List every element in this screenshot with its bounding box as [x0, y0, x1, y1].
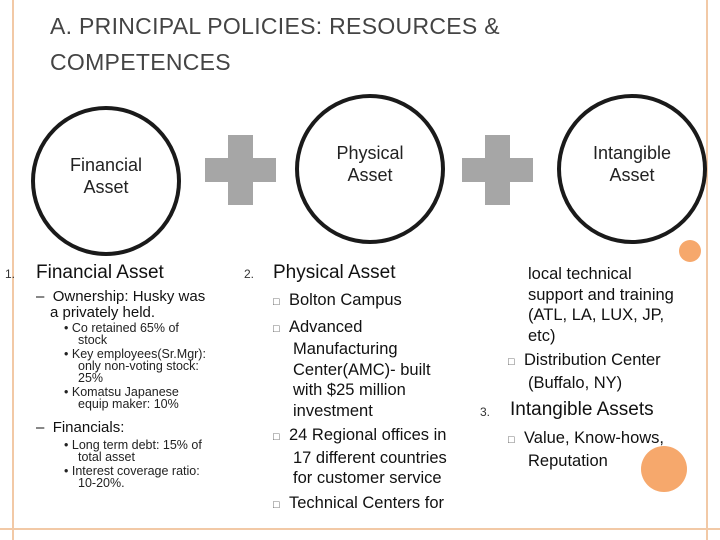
- item-number-1: 1.: [5, 267, 16, 281]
- list-item-text: Long term debt: 15% of: [71, 438, 202, 452]
- dash-glyph: –: [36, 288, 45, 305]
- list-item-text: Distribution Center: [524, 351, 661, 369]
- list-item-text: only non-voting stock:: [78, 359, 199, 373]
- list-item-text: Technical Centers for: [289, 493, 444, 512]
- list-item: [64, 386, 254, 410]
- continuation-text: local technical: [528, 265, 632, 283]
- physical-asset-list: [273, 290, 491, 515]
- bullet-glyph: •: [64, 438, 69, 452]
- circle-label-line2: Asset: [83, 177, 129, 197]
- checkbox-bullet-icon: □: [508, 434, 515, 446]
- circle-label-line1: Intangible: [592, 143, 672, 163]
- bullet-glyph: •: [64, 464, 69, 478]
- list-item-text: Bolton Campus: [289, 291, 402, 309]
- list-item: [64, 322, 254, 346]
- list-item: [64, 439, 254, 463]
- list-item: [273, 317, 491, 422]
- item-number-2: 2.: [244, 267, 255, 281]
- item-number-3: 3.: [480, 405, 491, 419]
- circle-label-line2: Asset: [609, 165, 655, 185]
- list-item: [273, 290, 488, 313]
- list-item-text: (Buffalo, NY): [528, 373, 623, 392]
- intangible-assets-heading: Intangible Assets: [510, 399, 654, 420]
- intangible-asset-circle: [557, 94, 707, 244]
- checkbox-bullet-icon: □: [273, 498, 280, 511]
- dash-glyph: –: [36, 419, 45, 436]
- list-item-text: total asset: [78, 450, 135, 464]
- checkbox-bullet-icon: □: [273, 322, 280, 335]
- list-item-text: Reputation: [528, 451, 608, 470]
- list-item-text: Advanced: [289, 317, 363, 336]
- list-item: [64, 465, 254, 489]
- ownership-text-1: Ownership: Husky was: [52, 288, 206, 305]
- list-item-text: Center(AMC)- built: [293, 360, 431, 379]
- continuation-text: support and training: [528, 285, 674, 304]
- list-item-text: for customer service: [293, 469, 442, 487]
- ownership-line-1: [36, 289, 246, 305]
- financials-label: Financials:: [52, 419, 125, 436]
- list-item-text: Interest coverage ratio:: [71, 464, 200, 478]
- financial-asset-heading: Financial Asset: [36, 262, 164, 283]
- list-item: [273, 425, 488, 489]
- bullet-glyph: •: [64, 347, 69, 361]
- ownership-list: [64, 322, 254, 410]
- bullet-glyph: •: [64, 385, 69, 399]
- physical-asset-heading: Physical Asset: [273, 262, 396, 283]
- bullet-glyph: •: [64, 321, 69, 335]
- list-item-text: 25%: [78, 371, 104, 385]
- circle-label-line1: Financial: [69, 155, 143, 175]
- list-item-text: with $25 million: [293, 381, 406, 399]
- list-item-text: Komatsu Japanese: [71, 385, 179, 399]
- frame-line-right: [706, 0, 708, 540]
- list-item-text: 10-20%.: [78, 476, 125, 490]
- continuation-text: etc): [528, 326, 556, 345]
- list-item-text: 24 Regional offices in: [289, 426, 447, 444]
- list-item-text: Manufacturing: [293, 340, 398, 358]
- checkbox-bullet-icon: □: [273, 296, 280, 308]
- title-line-1: A. PRINCIPAL POLICIES: RESOURCES &: [50, 13, 500, 39]
- list-item-text: investment: [293, 401, 373, 420]
- frame-line-bottom: [0, 528, 720, 530]
- continuation-text: (ATL, LA, LUX, JP,: [528, 306, 665, 324]
- circle-label-line2: Asset: [347, 165, 393, 185]
- accent-dot-top: [679, 240, 701, 262]
- list-item: [273, 493, 488, 516]
- list-item-text: Value, Know-hows,: [524, 429, 665, 447]
- list-item-text: Key employees(Sr.Mgr):: [71, 347, 206, 361]
- physical-asset-circle: [295, 94, 445, 244]
- ownership-text-2: a privately held.: [50, 304, 156, 321]
- ownership-block: [36, 289, 246, 321]
- financials-list: [64, 439, 254, 489]
- circle-label-line1: Physical: [336, 143, 404, 163]
- checkbox-bullet-icon: □: [273, 431, 280, 443]
- list-item-text: Co retained 65% of: [71, 321, 179, 335]
- financial-asset-circle: [31, 106, 181, 256]
- financials-label-row: [36, 420, 124, 436]
- slide-title: [50, 8, 610, 80]
- technical-centers-continuation: [528, 264, 703, 346]
- checkbox-bullet-icon: □: [508, 356, 515, 368]
- title-line-2: COMPETENCES: [50, 49, 231, 75]
- value-item: [508, 428, 703, 471]
- list-item-text: stock: [78, 333, 108, 347]
- list-item: [64, 348, 254, 384]
- list-item-text: equip maker: 10%: [78, 397, 179, 411]
- distribution-center-item: [508, 350, 703, 393]
- list-item-text: 17 different countries: [293, 448, 447, 467]
